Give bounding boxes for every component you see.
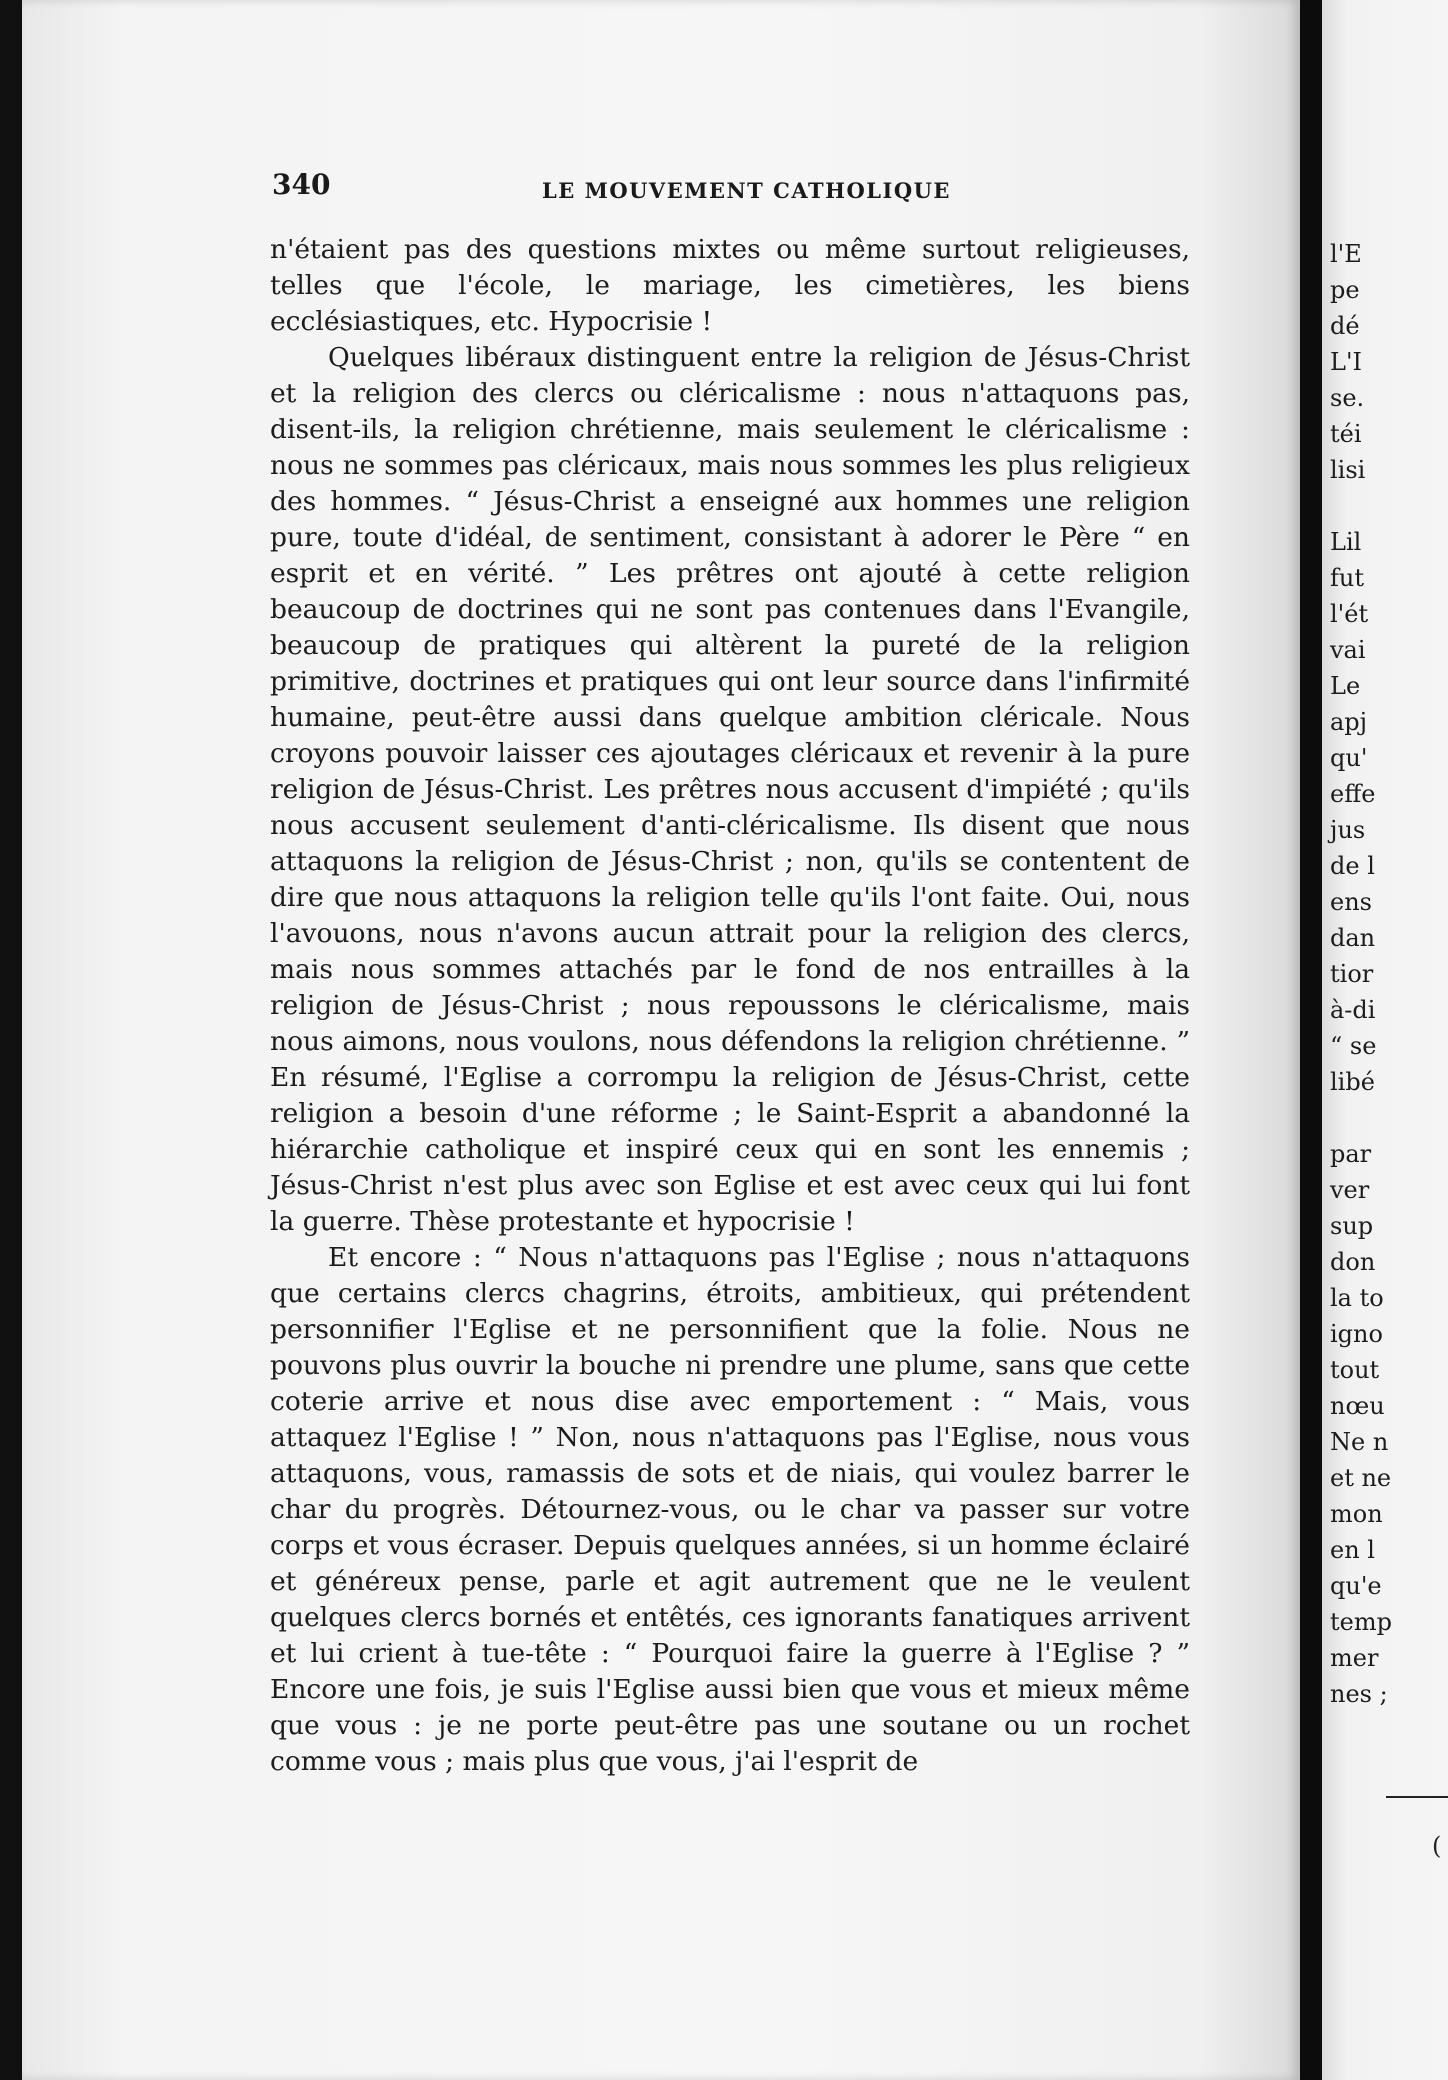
fragment-line: effe (1330, 780, 1376, 808)
body-text (270, 232, 1190, 1780)
fragment-line: vai (1330, 636, 1366, 664)
fragment-line: don (1330, 1248, 1376, 1276)
fragment-line: ver (1330, 1176, 1370, 1204)
paragraph: Et encore : “ Nous n'attaquons pas l'Eglise ; nous n'attaquons que certains clercs chagrins, étroits, ambitieux, qui prétendent personnifier l'Eglise et ne personnifient que la folie. Nous ne pouvons plus ouvrir la bouche ni prendre une plume, sans que cette coterie arrive et nous dise avec emportement : “ Mais, vous attaquez l'Eglise ! ” Non, nous n'attaquons pas l'Eglise, nous vous attaquons, vous, ramassis de sots et de niais, qui voulez barrer le char du progrès. Détournez-vous, ou le char va passer sur votre corps et vous écraser. Depuis quelques années, si un homme éclairé et généreux pense, parle et agit autrement que ne le veulent quelques clercs bornés et entêtés, ces ignorants fanatiques arrivent et lui crient à tue-tête : “ Pourquoi faire la guerre à l'Eglise ? ” Encore une fois, je suis l'Eglise aussi bien que vous et mieux même que vous : je ne porte peut-être pas une soutane ou un rochet comme vous ; mais plus que vous, j'ai l'esprit de (270, 1242, 1190, 1777)
fragment-line: nœu (1330, 1392, 1385, 1420)
fragment-line: se. (1330, 384, 1365, 412)
page-number: 340 (272, 168, 331, 201)
fragment-line: pe (1330, 276, 1360, 304)
fragment-line: à-di (1330, 996, 1376, 1024)
facing-page-edge (1322, 0, 1448, 2080)
fragment-line: dan (1330, 924, 1376, 952)
fragment-line: jus (1330, 816, 1366, 844)
book-gutter (1300, 0, 1322, 2080)
fragment-line: Ne n (1330, 1428, 1389, 1456)
fragment-line: tout (1330, 1356, 1380, 1384)
fragment-line: Lil (1330, 528, 1362, 556)
fragment-line: de l (1330, 852, 1375, 880)
scan-left-margin (0, 0, 22, 2080)
fragment-line: et ne (1330, 1464, 1392, 1492)
facing-page-fragments (1330, 236, 1392, 1712)
fragment-line: igno (1330, 1320, 1383, 1348)
fragment-line: téi (1330, 420, 1362, 448)
paragraph: Quelques libéraux distinguent entre la religion de Jésus-Christ et la religion des clercs ou cléricalisme : nous n'attaquons pas, disent-ils, la religion chrétienne, mais seulement le cléricalisme : nous ne sommes pas cléricaux, mais nous sommes les plus religieux des hommes. “ Jésus-Christ a enseigné aux hommes une religion pure, toute d'idéal, de sentiment, consistant à adorer le Père “ en esprit et en vérité. ” Les prêtres ont ajouté à cette religion beaucoup de doctrines qui ne sont pas contenues dans l'Evangile, beaucoup de pratiques qui altèrent la pureté de la religion primitive, doctrines et pratiques qui ont leur source dans l'infirmité humaine, peut-être aussi dans quelque ambition cléricale. Nous croyons pouvoir laisser ces ajoutages cléricaux et revenir à la pure religion de Jésus-Christ. Les prêtres nous accusent d'impiété ; qu'ils nous accusent seulement d'anti-cléricalisme. Ils disent que nous attaquons la religion de Jésus-Christ ; non, qu'ils se contentent de dire que nous attaquons la religion telle qu'ils l'ont faite. Oui, nous l'avouons, nous n'avons aucun attrait pour la religion des clercs, mais nous sommes attachés par le fond de nos entrailles à la religion de Jésus-Christ ; nous repoussons le cléricalisme, mais nous aimons, nous voulons, nous défendons la religion chrétienne. ” En résumé, l'Eglise a corrompu la religion de Jésus-Christ, cette religion a besoin d'une réforme ; le Saint-Esprit a abandonné la hiérarchie catholique et inspiré ceux qui en sont les ennemis ; Jésus-Christ n'est plus avec son Eglise et est avec ceux qui lui font la guerre. Thèse protestante et hypocrisie ! (270, 342, 1190, 1237)
fragment-line: ens (1330, 888, 1372, 916)
fragment-line: l'E (1330, 240, 1362, 268)
fragment-line: l'ét (1330, 600, 1369, 628)
left-page (22, 0, 1300, 2080)
fragment-line: en l (1330, 1536, 1375, 1564)
fragment-line: par (1330, 1140, 1372, 1168)
fragment-line: libé (1330, 1068, 1375, 1096)
fragment-line: Le (1330, 672, 1361, 700)
footnote-fragment: ( (1432, 1832, 1442, 1860)
fragment-line: apj (1330, 708, 1368, 736)
paragraph: n'étaient pas des questions mixtes ou même surtout religieuses, telles que l'école, le mariage, les cimetières, les biens ecclésiastiques, etc. Hypocrisie ! (270, 234, 1190, 337)
footnote-rule (1386, 1796, 1448, 1798)
fragment-line: mon (1330, 1500, 1383, 1528)
running-head: LE MOUVEMENT CATHOLIQUE (542, 178, 951, 203)
fragment-line: lisi (1330, 456, 1366, 484)
fragment-line: nes ; (1330, 1680, 1388, 1708)
fragment-line: mer (1330, 1644, 1379, 1672)
fragment-line: tior (1330, 960, 1374, 988)
page-header (272, 168, 1192, 208)
fragment-line: “ se (1330, 1032, 1377, 1060)
fragment-line: la to (1330, 1284, 1384, 1312)
fragment-line: L'I (1330, 348, 1363, 376)
fragment-line: qu'e (1330, 1572, 1382, 1600)
fragment-line: sup (1330, 1212, 1374, 1240)
fragment-line: qu' (1330, 744, 1368, 772)
fragment-line: temp (1330, 1608, 1392, 1636)
fragment-line: dé (1330, 312, 1360, 340)
fragment-line: fut (1330, 564, 1364, 592)
